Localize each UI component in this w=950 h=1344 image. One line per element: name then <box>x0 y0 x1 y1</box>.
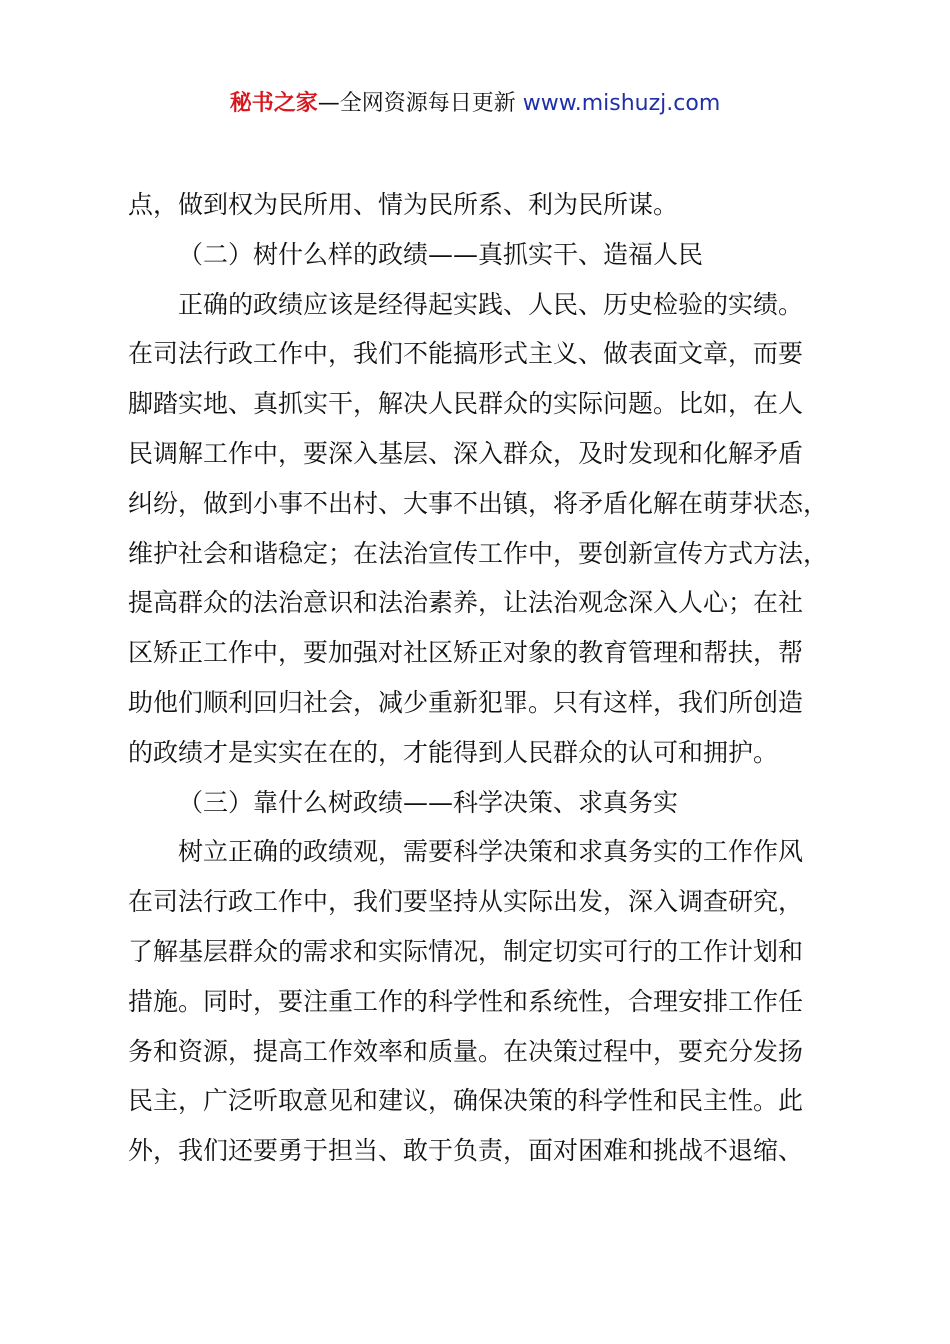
text-line: 了解基层群众的需求和实际情况，制定切实可行的工作计划和 <box>128 936 804 966</box>
text-line: 在司法行政工作中，我们要坚持从实际出发，深入调查研究， <box>128 887 804 917</box>
text-line: 外，我们还要勇于担当、敢于负责，面对困难和挑战不退缩、 <box>128 1136 804 1166</box>
site-tagline: —全网资源每日更新 <box>317 91 516 116</box>
text-line: 务和资源，提高工作效率和质量。在决策过程中，要充分发扬 <box>128 1036 804 1066</box>
text-line: （三）靠什么树政绩——科学决策、求真务实 <box>178 787 679 817</box>
site-brand: 秘书之家 <box>229 91 318 116</box>
site-url[interactable]: www.mishuzj.com <box>522 91 721 116</box>
text-line: （二）树什么样的政绩——真抓实干、造福人民 <box>178 239 704 269</box>
text-line: 树立正确的政绩观，需要科学决策和求真务实的工作作风 <box>178 837 804 867</box>
text-line: 措施。同时，要注重工作的科学性和系统性，合理安排工作任 <box>128 986 804 1016</box>
text-line: 在司法行政工作中，我们不能搞形式主义、做表面文章，而要 <box>128 339 804 369</box>
text-line: 民主，广泛听取意见和建议，确保决策的科学性和民主性。此 <box>128 1086 804 1116</box>
document-body <box>128 180 856 1176</box>
text-line: 脚踏实地、真抓实干，解决人民群众的实际问题。比如，在人 <box>128 389 804 419</box>
text-line: 点，做到权为民所用、情为民所系、利为民所谋。 <box>128 190 679 219</box>
text-line: 民调解工作中，要深入基层、深入群众，及时发现和化解矛盾 <box>128 438 804 468</box>
text-line: 维护社会和谐稳定；在法治宣传工作中，要创新宣传方式方法， <box>128 538 829 568</box>
text-line: 正确的政绩应该是经得起实践、人民、历史检验的实绩。 <box>178 289 804 319</box>
text-line: 提高群众的法治意识和法治素养，让法治观念深入人心；在社 <box>128 588 804 618</box>
text-line: 区矫正工作中，要加强对社区矫正对象的教育管理和帮扶，帮 <box>128 638 804 668</box>
text-line: 纠纷，做到小事不出村、大事不出镇，将矛盾化解在萌芽状态， <box>128 488 829 518</box>
text-line: 的政绩才是实实在在的，才能得到人民群众的认可和拥护。 <box>128 737 779 767</box>
text-line: 助他们顺利回归社会，减少重新犯罪。只有这样，我们所创造 <box>128 687 804 717</box>
page-header <box>0 86 950 122</box>
